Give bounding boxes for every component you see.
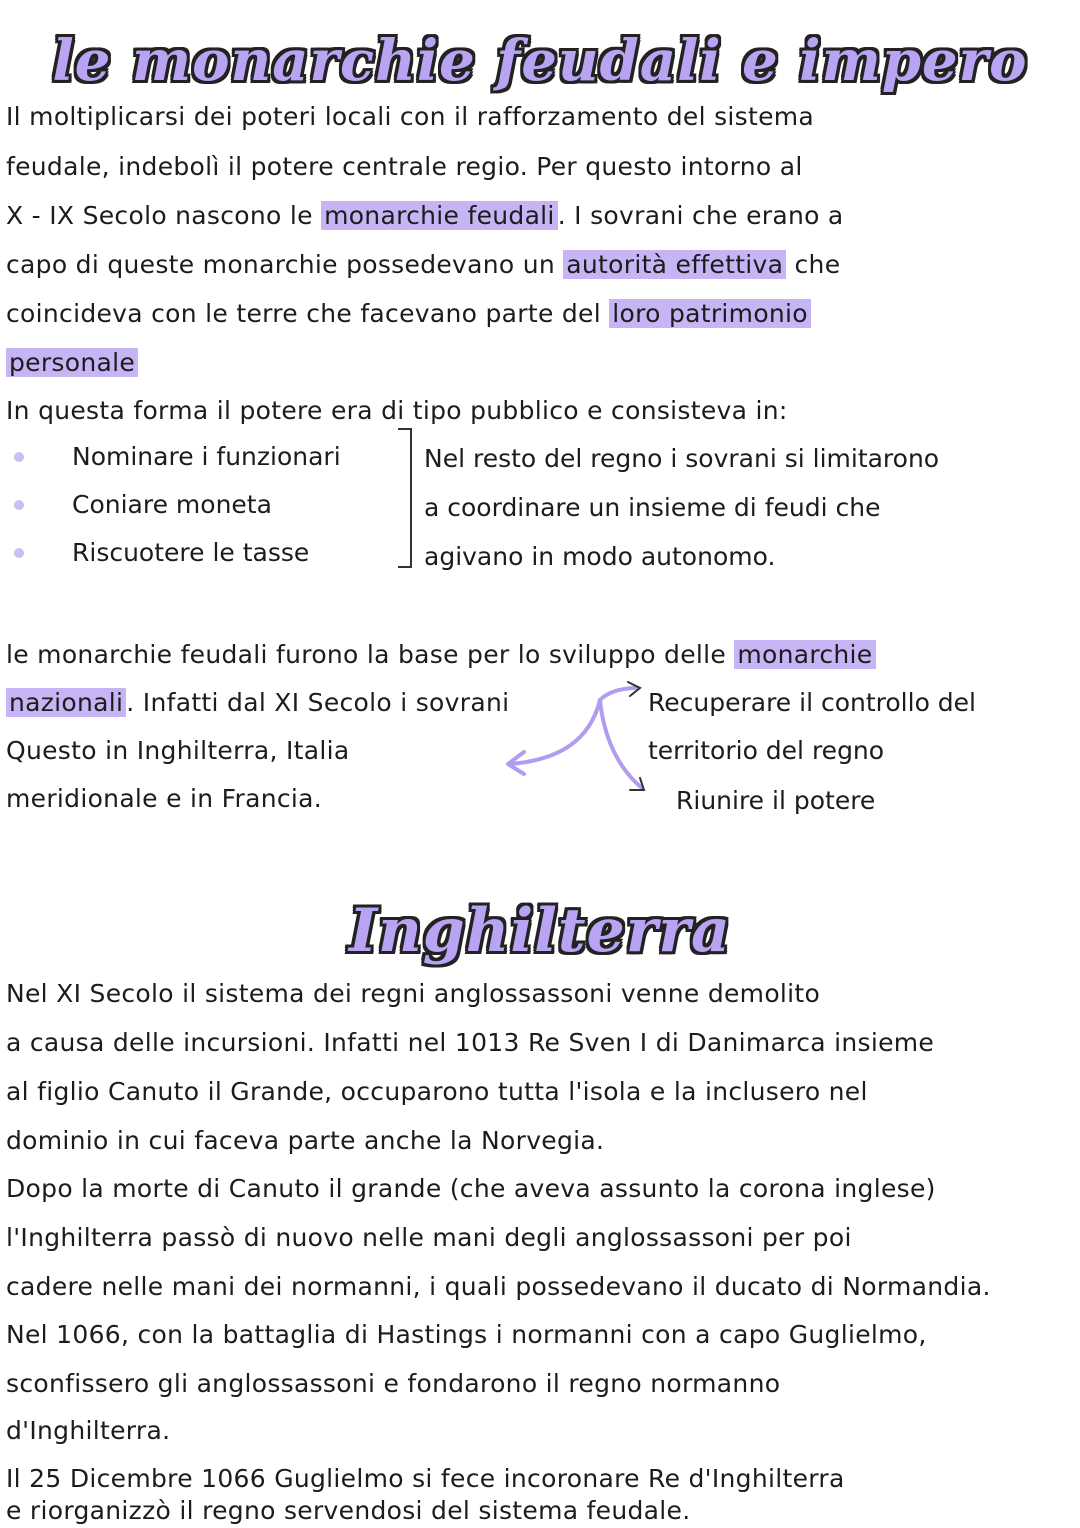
text-line: al figlio Canuto il Grande, occuparono tutta l'isola e la inclusero nel (6, 1077, 868, 1106)
text-line: Nel 1066, con la battaglia di Hastings i normanni con a capo Guglielmo, (6, 1320, 927, 1349)
bullet-icon (14, 500, 24, 510)
section-title-monarchie: le monarchie feudali e impero (52, 28, 1028, 94)
section-title-inghilterra: Inghilterra (349, 896, 731, 966)
text-line: sconfissero gli anglossassoni e fondarono il regno normanno (6, 1369, 781, 1398)
notes-page: le monarchie feudali e impero Il moltiplicarsi dei poteri locali con il rafforzamento del sistema feudale, indebolì il potere centrale regio. Per questo intorno al X - IX Secolo nascono le monarchie feudali . I sovrani che erano a capo di queste monarchie possedevano un autorità effettiva che coincideva con le terre che facevano parte del loro patrimonio personale In questa forma il potere era di tipo pubblico e consisteva in: Nominare i funzionari Coniare moneta Riscuotere le tasse Nel resto del regno i sovrani si limitarono a coordinare un insieme di feudi che agivano in modo autonomo. le monarchie feudali furono la base per lo sviluppo delle monarchie nazionali . Infatti dal XI Secolo i sovrani Questo in Inghilterra, Italia meridionale e in Francia. Recuperare il controllo del territorio del regno Riunire il potere Inghilterra Nel XI Secolo il sistema dei regni anglossassoni venne demolito a causa delle incursioni. Infatti nel 1013 Re Sven I di Danimarca insieme al figlio Canuto il Grande, occuparono tutta l'isola e la inclusero nel dominio in cui faceva parte anche la Norvegia. Dopo la morte di Canuto il grande (che aveva assunto la corona inglese) l'Inghilterra passò di nuovo nelle mani degli anglossassoni per poi cadere nelle mani dei normanni, i quali possedevano il ducato di Normandia. Nel 1066, con la battaglia di Hastings i normanni con a capo Guglielmo, sconfissero gli anglossassoni e fondarono il regno normanno d'Inghilterra. Il 25 Dicembre 1066 Guglielmo si fece incoronare Re d'Inghilterra e riorganizzò il regno servendosi del sistema feudale. (0, 0, 1080, 1526)
branch-arrow-icon (500, 680, 650, 800)
text-line: capo di queste monarchie possedevano un autorità effettiva che (6, 250, 841, 279)
highlight: loro patrimonio (609, 299, 811, 328)
text-line: le monarchie feudali furono la base per lo sviluppo delle monarchie (6, 638, 876, 672)
text-line: dominio in cui faceva parte anche la Norvegia. (6, 1126, 605, 1155)
text-line: Il moltiplicarsi dei poteri locali con il rafforzamento del sistema (6, 102, 815, 131)
text-line: Dopo la morte di Canuto il grande (che aveva assunto la corona inglese) (6, 1174, 936, 1203)
text-line: Questo in Inghilterra, Italia (6, 736, 350, 765)
text-line: Nel XI Secolo il sistema dei regni anglossassoni venne demolito (6, 979, 821, 1008)
bullet-icon (14, 452, 24, 462)
arrow-item: territorio del regno (648, 736, 885, 765)
text-line (6, 346, 138, 380)
bracket-note-line: Nel resto del regno i sovrani si limitarono (424, 444, 940, 473)
text-line: l'Inghilterra passò di nuovo nelle mani degli anglossassoni per poi (6, 1223, 852, 1252)
text-line: a causa delle incursioni. Infatti nel 1013 Re Sven I di Danimarca insieme (6, 1028, 935, 1057)
arrow-item: Recuperare il controllo del (648, 688, 977, 717)
text-line: Il 25 Dicembre 1066 Guglielmo si fece incoronare Re d'Inghilterra (6, 1464, 845, 1493)
text-line: X - IX Secolo nascono le monarchie feudali . I sovrani che erano a (6, 201, 844, 230)
bracket-divider (398, 428, 412, 568)
highlight: monarchie feudali (321, 201, 558, 230)
bracket-note-line: a coordinare un insieme di feudi che (424, 493, 881, 522)
text-line: d'Inghilterra. (6, 1416, 171, 1445)
highlight: autorità effettiva (563, 250, 786, 279)
arrow-item: Riunire il potere (676, 786, 876, 815)
text-line: cadere nelle mani dei normanni, i quali possedevano il ducato di Normandia. (6, 1272, 991, 1301)
highlight: personale (6, 348, 138, 377)
highlight: monarchie (734, 640, 875, 669)
intro-line: In questa forma il potere era di tipo pubblico e consisteva in: (6, 396, 788, 425)
text-line: meridionale e in Francia. (6, 784, 323, 813)
bullet-icon (14, 548, 24, 558)
highlight: nazionali (6, 688, 126, 717)
text-line: e riorganizzò il regno servendosi del sistema feudale. (6, 1496, 691, 1525)
text-line: feudale, indebolì il potere centrale regio. Per questo intorno al (6, 152, 803, 181)
bracket-note-line: agivano in modo autonomo. (424, 542, 776, 571)
text-line: nazionali . Infatti dal XI Secolo i sovrani (6, 686, 509, 720)
text-line: coincideva con le terre che facevano parte del loro patrimonio (6, 297, 811, 331)
